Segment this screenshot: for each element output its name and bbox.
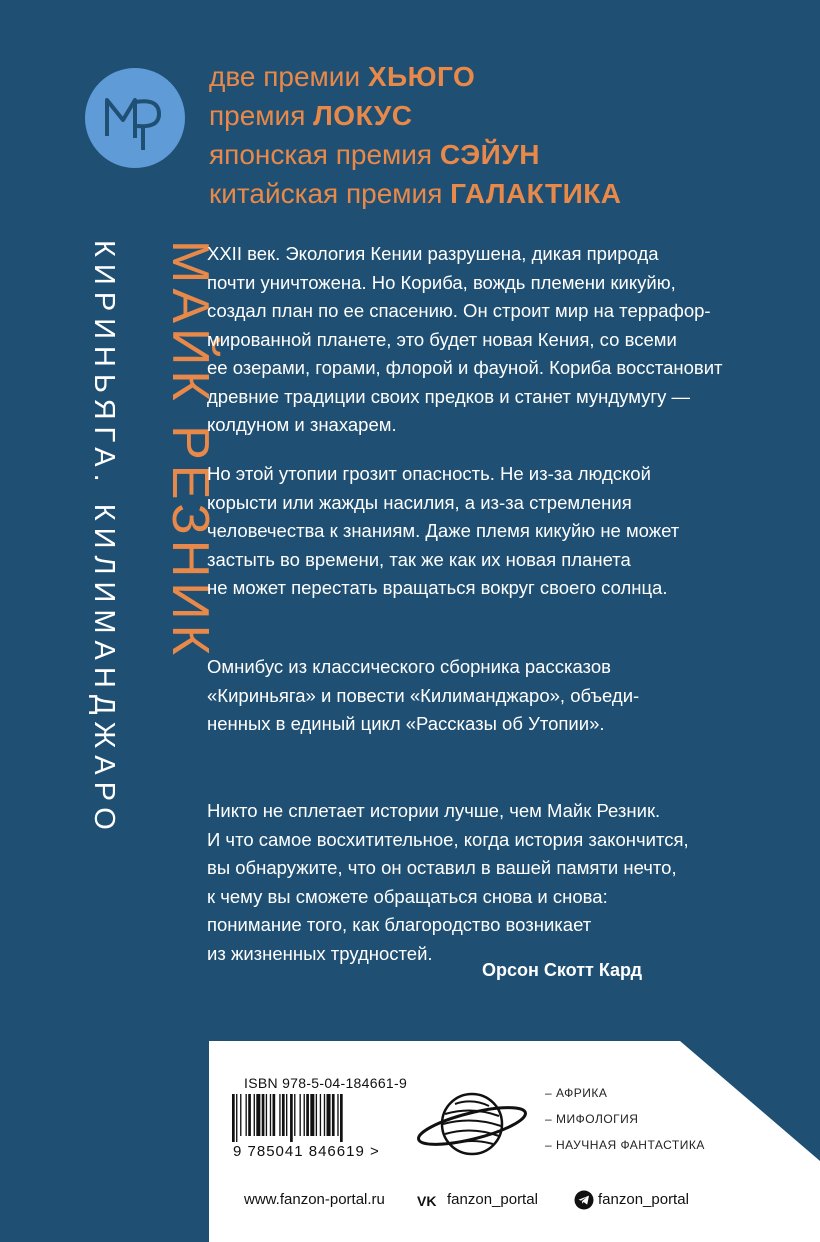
award-item bbox=[209, 57, 622, 96]
text-line: вы обнаружите, что он оставил в вашей памяти нечто, bbox=[207, 857, 677, 878]
barcode-bar bbox=[236, 1094, 237, 1142]
text-line: Никто не сплетает истории лучше, чем Майк Резник. bbox=[207, 800, 661, 821]
telegram-link[interactable]: fanzon_portal bbox=[598, 1191, 689, 1208]
text-line: «Кириньяга» и повести «Килиманджаро», объеди- bbox=[207, 684, 640, 706]
barcode-digits: 9 785041 846619 > bbox=[233, 1143, 380, 1160]
barcode-bar bbox=[300, 1094, 301, 1136]
award-item bbox=[209, 96, 622, 135]
text-line: понимание того, как благородство возникает bbox=[207, 914, 592, 935]
genre-item: – АФРИКА bbox=[545, 1086, 608, 1100]
barcode-bar bbox=[248, 1094, 251, 1136]
blurb-quote bbox=[207, 797, 689, 968]
vk-icon: VK bbox=[417, 1193, 437, 1209]
barcode-bar bbox=[306, 1094, 309, 1136]
barcode-bar bbox=[273, 1094, 276, 1136]
barcode-bar bbox=[270, 1094, 271, 1136]
barcode-bar bbox=[337, 1094, 338, 1136]
book-title: КИРИНЬЯГА. КИЛИМАНДЖАРО bbox=[88, 240, 120, 837]
barcode-bar bbox=[340, 1094, 343, 1142]
awards-list bbox=[209, 57, 622, 213]
text-line: создал план по ее спасению. Он строит мир на террафор- bbox=[207, 300, 711, 321]
text-line: к чему вы сможете обращаться снова и снова: bbox=[207, 885, 608, 907]
barcode bbox=[232, 1094, 400, 1142]
text-line: ненных в единый цикл «Рассказы об Утопии». bbox=[207, 713, 605, 734]
synopsis-paragraph-1 bbox=[207, 240, 723, 440]
award-prefix: японская премия bbox=[209, 139, 433, 170]
genre-item: – НАУЧНАЯ ФАНТАСТИКА bbox=[545, 1138, 705, 1152]
synopsis-paragraph-2 bbox=[207, 460, 679, 603]
text-line: древние традиции своих предков и станет мундумугу — bbox=[207, 385, 691, 407]
text-line: почти уничтожена. Но Кориба, вождь племени кикуйю, bbox=[207, 271, 676, 293]
barcode-bar bbox=[246, 1094, 247, 1136]
saturn-planet-icon bbox=[415, 1078, 530, 1170]
award-name: ГАЛАКТИКА bbox=[450, 178, 622, 209]
mp-logo-icon bbox=[85, 68, 185, 168]
award-name: ХЬЮГО bbox=[367, 61, 476, 92]
text-line: И что самое восхитительное, когда история закончится, bbox=[207, 828, 689, 850]
award-name: СЭЙУН bbox=[439, 139, 540, 170]
telegram-icon bbox=[574, 1190, 594, 1210]
barcode-bar bbox=[332, 1094, 335, 1136]
barcode-bar bbox=[294, 1094, 295, 1136]
text-line: не может перестать вращаться вокруг своего солнца. bbox=[207, 577, 668, 598]
text-line: Но этой утопии грозит опасность. Не из-за людской bbox=[207, 463, 651, 484]
barcode-bar bbox=[324, 1094, 325, 1136]
text-line: человечества к знаниям. Даже племя кикуйю не может bbox=[207, 520, 680, 541]
award-item bbox=[209, 135, 622, 174]
barcode-bar bbox=[304, 1094, 305, 1136]
genre-item: – МИФОЛОГИЯ bbox=[545, 1112, 639, 1126]
award-prefix: китайская премия bbox=[209, 178, 443, 209]
barcode-bar bbox=[254, 1094, 255, 1136]
isbn-label: ISBN 978-5-04-184661-9 bbox=[244, 1075, 408, 1091]
text-line: XXII век. Экология Кении разрушена, дикая природа bbox=[207, 243, 659, 264]
quote-author: Орсон Скотт Кард bbox=[482, 960, 643, 980]
omnibus-paragraph bbox=[207, 653, 639, 739]
barcode-bar bbox=[290, 1094, 293, 1142]
barcode-bar bbox=[282, 1094, 285, 1136]
barcode-bar bbox=[327, 1094, 331, 1136]
barcode-bar bbox=[266, 1094, 267, 1136]
barcode-bar bbox=[286, 1094, 287, 1136]
text-line: колдуном и знахарем. bbox=[207, 414, 397, 435]
text-line: из жизненных трудностей. bbox=[207, 942, 433, 964]
barcode-bar bbox=[316, 1094, 317, 1136]
barcode-bar bbox=[262, 1094, 265, 1136]
text-line: застыть во времени, так же как их новая планета bbox=[207, 548, 631, 570]
barcode-bar bbox=[279, 1094, 280, 1136]
award-name: ЛОКУС bbox=[313, 100, 413, 131]
barcode-bar bbox=[320, 1094, 321, 1136]
award-item bbox=[209, 174, 622, 213]
vk-link[interactable]: fanzon_portal bbox=[447, 1191, 538, 1208]
genres-list bbox=[545, 1080, 705, 1158]
award-prefix: две премии bbox=[209, 61, 361, 92]
text-line: Омнибус из классического сборника рассказов bbox=[207, 656, 611, 677]
barcode-bar bbox=[232, 1094, 235, 1142]
barcode-bar bbox=[310, 1094, 314, 1136]
text-line: корысти или жажды насилия, а из-за стремления bbox=[207, 491, 632, 513]
text-line: мированной планете, это будет новая Кения, со всеми bbox=[207, 328, 677, 350]
author-name: МАЙК РЕЗНИК bbox=[161, 240, 219, 660]
award-prefix: премия bbox=[209, 100, 306, 131]
barcode-bar bbox=[256, 1094, 260, 1136]
barcode-bar bbox=[240, 1094, 241, 1136]
text-line: ее озерами, горами, флорой и фауной. Кориба восстановит bbox=[207, 357, 723, 378]
website-link[interactable]: www.fanzon-portal.ru bbox=[244, 1191, 385, 1208]
